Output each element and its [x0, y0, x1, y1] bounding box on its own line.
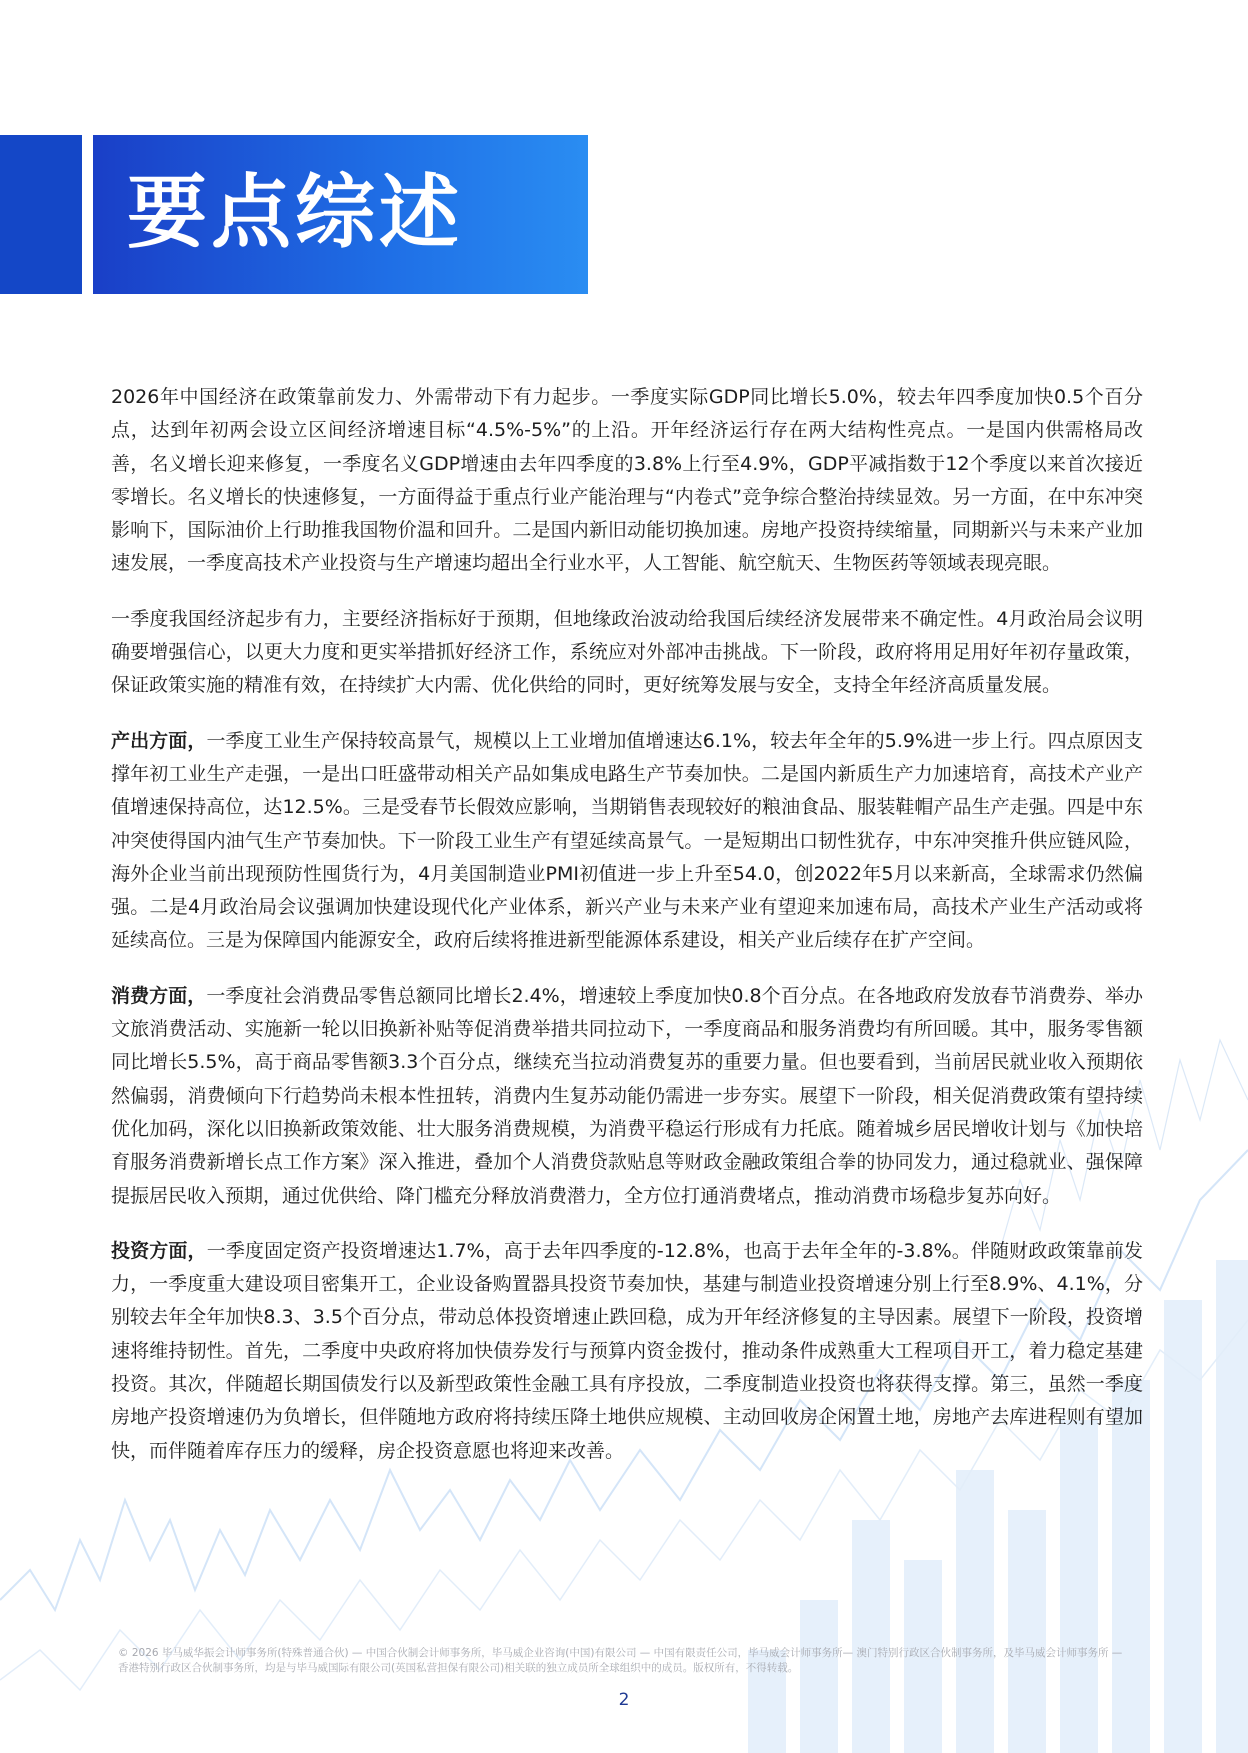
output-paragraph: [111, 725, 1143, 958]
consumption-paragraph: [111, 980, 1143, 1213]
summary-paragraph: [111, 381, 1143, 581]
header-accent-bar: [0, 135, 82, 294]
page-number: 2: [618, 1690, 630, 1710]
header-title-banner: [93, 135, 588, 294]
paragraph-body: 一季度工业生产保持较高景气，规模以上工业增加值增速达6.1%，较去年全年的5.9%进一步上行。四点原因支撑年初工业生产走强，一是出口旺盛带动相关产品如集成电路生产节奏加快。二是国内新质生产力加速培育，高技术产业产值增速保持高位，达12.5%。三是受春节长假效应影响，当期销售表现较好的粮油食品、服装鞋帽产品生产走强。四是中东冲突使得国内油气生产节奏加快。下一阶段工业生产有望延续高景气。一是短期出口韧性犹存，中东冲突推升供应链风险，海外企业当前出现预防性囤货行为，4月美国制造业PMI初值进一步上升至54.0，创2022年5月以来新高，全球需求仍然偏强。二是4月政治局会议强调加快建设现代化产业体系，新兴产业与未来产业有望迎来加速布局，高技术产业生产活动或将延续高位。三是为保障国内能源安全，政府后续将推进新型能源体系建设，相关产业后续存在扩产空间。: [111, 729, 1143, 952]
paragraph-body: 2026年中国经济在政策靠前发力、外需带动下有力起步。一季度实际GDP同比增长5.0%，较去年四季度加快0.5个百分点，达到年初两会设立区间经济增速目标“4.5%-5%”的上沿。开年经济运行存在两大结构性亮点。一是国内供需格局改善，名义增长迎来修复，一季度名义GDP增速由去年四季度的3.8%上行至4.9%，GDP平减指数于12个季度以来首次接近零增长。名义增长的快速修复，一方面得益于重点行业产能治理与“内卷式”竞争综合整治持续显效。另一方面，在中东冲突影响下，国际油价上行助推我国物价温和回升。二是国内新旧动能切换加速。房地产投资持续缩量，同期新兴与未来产业加速发展，一季度高技术产业投资与生产增速均超出全行业水平，人工智能、航空航天、生物医药等领域表现亮眼。: [111, 386, 1143, 575]
summary-paragraph: [111, 603, 1143, 703]
page-title: 要点综述: [127, 166, 463, 259]
summary-content: [111, 381, 1143, 1490]
paragraph-lead: 产出方面，: [111, 729, 207, 752]
copyright-notice: © 2026 毕马威华振会计师事务所(特殊普通合伙) — 中国合伙制会计师事务所，毕马威企业咨询(中国)有限公司 — 中国有限责任公司，毕马威会计师事务所— 澳门特别行政区合伙制事务所，及毕马威会计师事务所 — 香港特别行政区合伙制事务所，均是与毕马威国际有限公司(英国私营担保有限公司)相关联的独立成员所全球组织中的成员。版权所有，不得转载。: [118, 1647, 1123, 1674]
investment-paragraph: [111, 1235, 1143, 1468]
paragraph-lead: 消费方面，: [111, 984, 207, 1007]
paragraph-body: 一季度固定资产投资增速达1.7%，高于去年四季度的-12.8%，也高于去年全年的-3.8%。伴随财政政策靠前发力，一季度重大建设项目密集开工，企业设备购置器具投资节奏加快，基建与制造业投资增速分别上行至8.9%、4.1%，分别较去年全年加快8.3、3.5个百分点，带动总体投资增速止跌回稳，成为开年经济修复的主导因素。展望下一阶段，投资增速将维持韧性。首先，二季度中央政府将加快债券发行与预算内资金拨付，推动条件成熟重大工程项目开工，着力稳定基建投资。其次，伴随超长期国债发行以及新型政策性金融工具有序投放，二季度制造业投资也将获得支撑。第三，虽然一季度房地产投资增速仍为负增长，但伴随地方政府将持续压降土地供应规模、主动回收房企闲置土地，房地产去库进程则有望加快，而伴随着库存压力的缓释，房企投资意愿也将迎来改善。: [111, 1239, 1143, 1462]
paragraph-body: 一季度我国经济起步有力，主要经济指标好于预期，但地缘政治波动给我国后续经济发展带来不确定性。4月政治局会议明确要增强信心，以更大力度和更实举措抓好经济工作，系统应对外部冲击挑战。下一阶段，政府将用足用好年初存量政策，保证政策实施的精准有效，在持续扩大内需、优化供给的同时，更好统筹发展与安全，支持全年经济高质量发展。: [111, 607, 1143, 697]
paragraph-body: 一季度社会消费品零售总额同比增长2.4%，增速较上季度加快0.8个百分点。在各地政府发放春节消费券、举办文旅消费活动、实施新一轮以旧换新补贴等促消费举措共同拉动下，一季度商品和服务消费均有所回暖。其中，服务零售额同比增长5.5%，高于商品零售额3.3个百分点，继续充当拉动消费复苏的重要力量。但也要看到，当前居民就业收入预期依然偏弱，消费倾向下行趋势尚未根本性扭转，消费内生复苏动能仍需进一步夯实。展望下一阶段，相关促消费政策有望持续优化加码，深化以旧换新政策效能、壮大服务消费规模，为消费平稳运行形成有力托底。随着城乡居民增收计划与《加快培育服务消费新增长点工作方案》深入推进，叠加个人消费贷款贴息等财政金融政策组合拳的协同发力，通过稳就业、强保障提振居民收入预期，通过优供给、降门槛充分释放消费潜力，全方位打通消费堵点，推动消费市场稳步复苏向好。: [111, 984, 1143, 1207]
paragraph-lead: 投资方面，: [111, 1239, 207, 1262]
